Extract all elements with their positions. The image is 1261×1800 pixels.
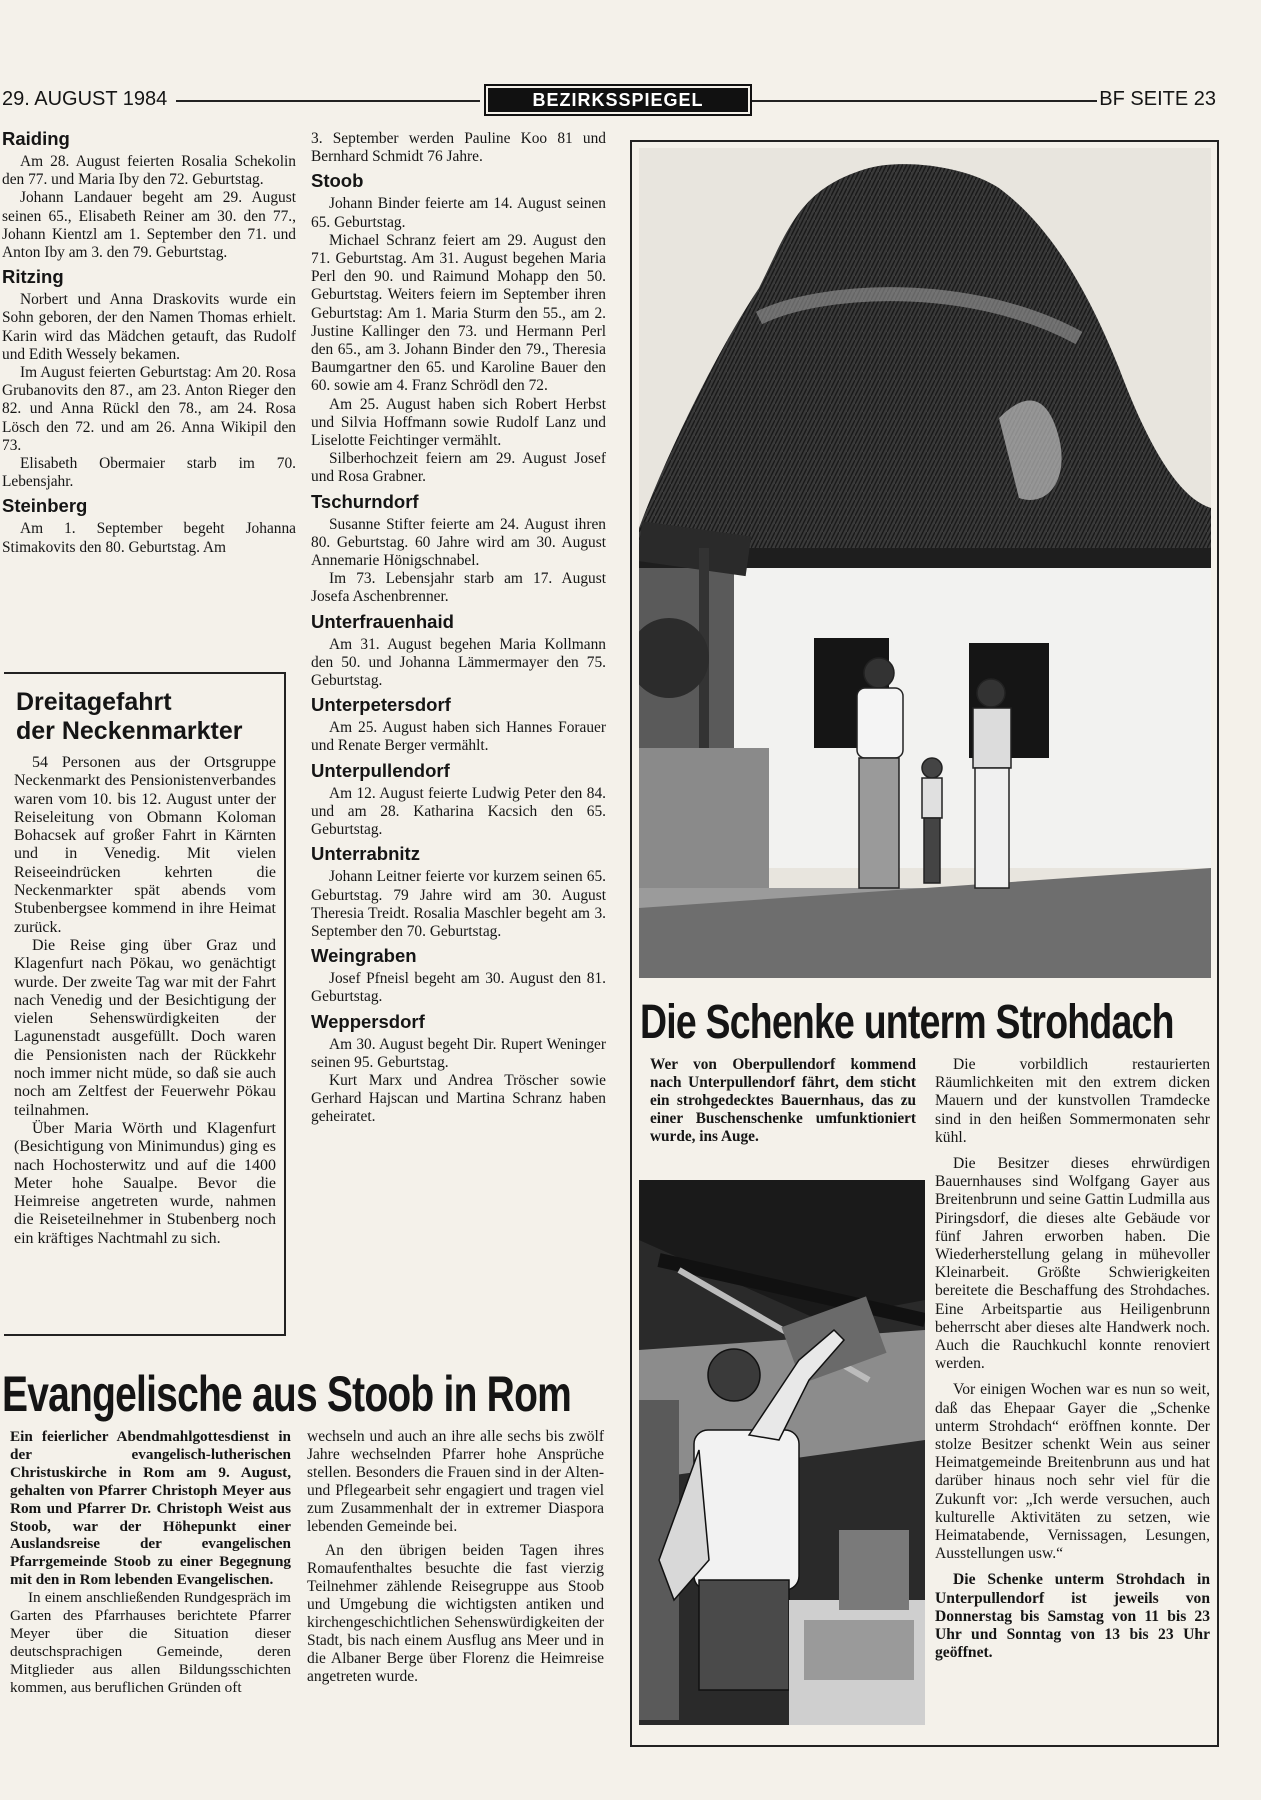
paragraph: 3. September werden Pauline Koo 81 und Bernhard Schmidt 76 Jahre. — [311, 130, 606, 166]
paragraph: Die Besitzer dieses ehrwürdigen Bauernhauses sind Wolfgang Gayer aus Breitenbrunn und seine Gattin Ludmilla aus Piringsdorf, die dieses alte Gebäude vor fünf Jahren erworben haben. Die Wiederherstellung gelang in mühevoller Kleinarbeit. Größte Schwierigkeiten bereitete die Beschaffung des Strohdaches. Eine Arbeitspartie aus Heiligenbrunn beherrscht aber dieses alte Handwerk noch. Auch die Rauchkuchl konnte renoviert werden. — [935, 1155, 1210, 1373]
header-rule-right — [752, 100, 1097, 102]
paragraph: Am 28. August feierten Rosalia Schekolin den 77. und Maria Iby den 72. Geburtstag. — [2, 153, 296, 189]
opening-hours: Die Schenke unterm Strohdach in Unterpullendorf ist jeweils von Donnerstag bis Samstag von 11 bis 23 Uhr und Sonntag von 13 bis 23 Uhr geöffnet. — [935, 1571, 1210, 1662]
paragraph: Josef Pfneisl begeht am 30. August den 81. Geburtstag. — [311, 970, 606, 1006]
trip-headline: Dreitagefahrt der Neckenmarkter — [16, 688, 243, 745]
paragraph: Vor einigen Wochen war es nun so weit, daß das Ehepaar Gayer die „Schenke unterm Strohdach“ eröffnen konnte. Der stolze Besitzer schenkt Wein aus seiner Heimatgemeinde Breitenbrunn aus und hat darüber hinaus noch sehr viel für die Zukunft vor: „Ich werde versuchen, auch kulturelle Aktivitäten zu setzen, wie Heimatabende, Vernissagen, Lesungen, Ausstellungen usw.“ — [935, 1381, 1210, 1563]
interior-illustration — [639, 1180, 925, 1725]
paragraph: Im 73. Lebensjahr starb am 17. August Josefa Aschenbrenner. — [311, 570, 606, 606]
local-news-column-1 — [2, 124, 296, 557]
schenke-lead: Wer von Oberpullendorf kommend nach Unterpullendorf fährt, dem sticht ein strohgedecktes Bauernhaus, das zu einer Buschenschenke umfunktioniert wurde, ins Auge. — [650, 1056, 916, 1145]
paragraph: Johann Binder feierte am 14. August seinen 65. Geburtstag. — [311, 195, 606, 231]
paragraph: Norbert und Anna Draskovits wurde ein Sohn geboren, der den Namen Thomas erhielt. Karin wird das Mädchen getauft, das Rudolf und Edith Wessely bekamen. — [2, 291, 296, 363]
paragraph: Am 25. August haben sich Robert Herbst und Silvia Hoffmann sowie Rudolf Lanz und Liselotte Feichtinger vermählt. — [311, 395, 606, 450]
paragraph: Silberhochzeit feiern am 29. August Josef und Rosa Grabner. — [311, 450, 606, 486]
rome-column-2 — [307, 1428, 604, 1686]
paragraph: 54 Personen aus der Ortsgruppe Neckenmarkt des Pensionistenverbandes waren vom 10. bis 12. August unter der Reiseleitung von Obmann Koloman Bohacsek auf großer Fahrt in Kärnten und in Venedig. Mit vielen Reiseeindrücken kehrten die Neckenmarkter spät abends vom Stubenbergsee kommend in ihre Heimat zurück. — [14, 754, 276, 936]
paragraph: Im August feierten Geburtstag: Am 20. Rosa Grubanovits den 87., am 23. Anton Rieger den 82. und Anna Rückl den 78., am 24. Rosa Lösch den 72. und am 26. Anna Wikipil den 73. — [2, 364, 296, 454]
rome-column-1 — [10, 1428, 291, 1697]
issue-date: 29. AUGUST 1984 — [2, 88, 168, 110]
paragraph: Die vorbildlich restaurierten Räumlichkeiten mit den extrem dicken Mauern und der kunstvollen Tramdecke sind in den heißen Sommermonaten sehr kühl. — [935, 1056, 1210, 1146]
section-heading: Unterpetersdorf — [311, 694, 451, 716]
section-heading: Steinberg — [2, 495, 88, 517]
paragraph: An den übrigen beiden Tagen ihres Romaufenthaltes besuchte die fast vierzig Teilnehmer zählende Reisegruppe aus Stoob und Umgebung die wichtigsten antiken und kirchengeschichtlichen Sehenswürdigkeiten der Stadt, bis nach einem Ausflug ans Meer und in die Albaner Berge über Florenz die Heimreise angetreten wurde. — [307, 1542, 604, 1685]
paragraph: In einem anschließenden Rundgespräch im Garten des Pfarrhauses berichtete Pfarrer Meyer über die Situation dieser deutschsprachigen Gemeinde, deren Mitglieder aus allen Bildungsschichten kommen, aus beruflichen Gründen oft — [10, 1589, 291, 1696]
paragraph: Über Maria Wörth und Klagenfurt (Besichtigung von Minimundus) ging es nach Hochosterwitz und auf die 1400 Meter hohe Saualpe. Bevor die Heimreise angetreten wurde, nahmen die Reiseteilnehmer in Stubenberg noch ein kräftiges Nachtmahl zu sich. — [14, 1119, 276, 1247]
schenke-headline: Die Schenke unterm Strohdach — [640, 996, 1174, 1049]
interior-ceiling-photo — [639, 1180, 925, 1725]
thatched-house-illustration — [639, 148, 1211, 978]
paragraph: Am 31. August begehen Maria Kollmann den 50. und Johanna Lämmermayer den 75. Geburtstag. — [311, 635, 606, 690]
paragraph: Am 25. August haben sich Hannes Forauer und Renate Berger vermählt. — [311, 719, 606, 755]
paragraph: Kurt Marx und Andrea Tröscher sowie Gerhard Hajscan und Martina Schranz haben geheiratet. — [311, 1071, 606, 1126]
paragraph: Michael Schranz feiert am 29. August den 71. Geburtstag. Am 31. August begehen Maria Perl den 90. und Raimund Mohapp den 50. Geburtstag. Weiters feiern im September ihren Geburtstag: Am 1. Maria Sturm den 55., am 2. Justine Kallinger den 73. und Hermann Perl den 65., am 3. Johann Binder den 79., Theresia Baumgartner den 65. und Karoline Bauer den 60. sowie am 4. Franz Schrödl den 72. — [311, 231, 606, 395]
paragraph: Am 12. August feierte Ludwig Peter den 84. und am 28. Katharina Kacsich den 65. Geburtstag. — [311, 784, 606, 839]
paragraph: Johann Landauer begeht am 29. August seinen 65., Elisabeth Reiner am 30. den 77., Johann Kientzl am 1. September den 71. und Anton Iby am 3. den 79. Geburtstag. — [2, 189, 296, 262]
trip-article-box — [4, 672, 286, 1336]
trip-body — [14, 754, 276, 1248]
section-heading: Unterrabnitz — [311, 843, 420, 865]
paragraph: Susanne Stifter feierte am 24. August ihren 80. Geburtstag. 60 Jahre wird am 30. August Annemarie Hönigschnabel. — [311, 515, 606, 570]
paragraph: Am 30. August begeht Dir. Rupert Weninger seinen 95. Geburtstag. — [311, 1035, 606, 1071]
schenke-body — [935, 1056, 1210, 1663]
section-heading: Weingraben — [311, 945, 417, 967]
section-heading: Unterfrauenhaid — [311, 610, 454, 632]
section-heading: Ritzing — [2, 266, 64, 288]
thatched-house-photo — [639, 148, 1211, 978]
paragraph: Johann Leitner feierte vor kurzem seinen 65. Geburtstag. 79 Jahre wird am 30. August Theresia Treidt. Rosalia Maschler begeht am 3. September den 70. Geburtstag. — [311, 868, 606, 940]
section-heading: Raiding — [2, 128, 70, 149]
section-heading: Unterpullendorf — [311, 759, 450, 781]
paragraph: Die Reise ging über Graz und Klagenfurt nach Pökau, wo genächtigt wurde. Der zweite Tag war mit der Fahrt nach Venedig und der Besichtigung der vielen Sehenswürdigkeiten der Lagunenstadt ausgefüllt. Doch waren die Pensionisten nach der Rückkehr noch immer nicht müde, so daß sie auch noch am Zeltfest der Feuerwehr Pökau teilnahmen. — [14, 936, 276, 1119]
paragraph: wechseln und auch an ihre alle sechs bis zwölf Jahre wechselnden Pfarrer hohe Ansprüche stellen. Besonders die Frauen sind in der Alten- und Pflegearbeit sehr engagiert und tragen viel zum Zusammenhalt der in extremer Diaspora lebenden Gemeinde bei. — [307, 1428, 604, 1535]
section-heading: Tschurndorf — [311, 490, 419, 512]
header-rule-left — [176, 100, 480, 102]
section-heading: Stoob — [311, 170, 364, 192]
section-heading: Weppersdorf — [311, 1010, 425, 1032]
rome-lead: Ein feierlicher Abendmahlgottesdienst in der evangelisch-lutherischen Christuskirche in Rom am 9. August, gehalten von Pfarrer Christoph Meyer aus Rom und Pfarrer Dr. Christoph Weist aus Stoob, war der Höhepunkt einer Auslandsreise der evangelischen Pfarrgemeinde Stoob zu einer Begegnung mit den in Rom lebenden Evangelischen. — [10, 1428, 291, 1589]
local-news-column-2 — [311, 130, 606, 1127]
rome-headline: Evangelische aus Stoob in Rom — [2, 1366, 572, 1422]
paragraph: Elisabeth Obermaier starb im 70. Lebensjahr. — [2, 455, 296, 491]
section-label: BEZIRKSSPIEGEL — [484, 84, 752, 116]
paragraph: Am 1. September begeht Johanna Stimakovits den 80. Geburtstag. Am — [2, 520, 296, 556]
schenke-lead-block — [650, 1056, 916, 1146]
page-number: BF SEITE 23 — [1099, 88, 1216, 110]
